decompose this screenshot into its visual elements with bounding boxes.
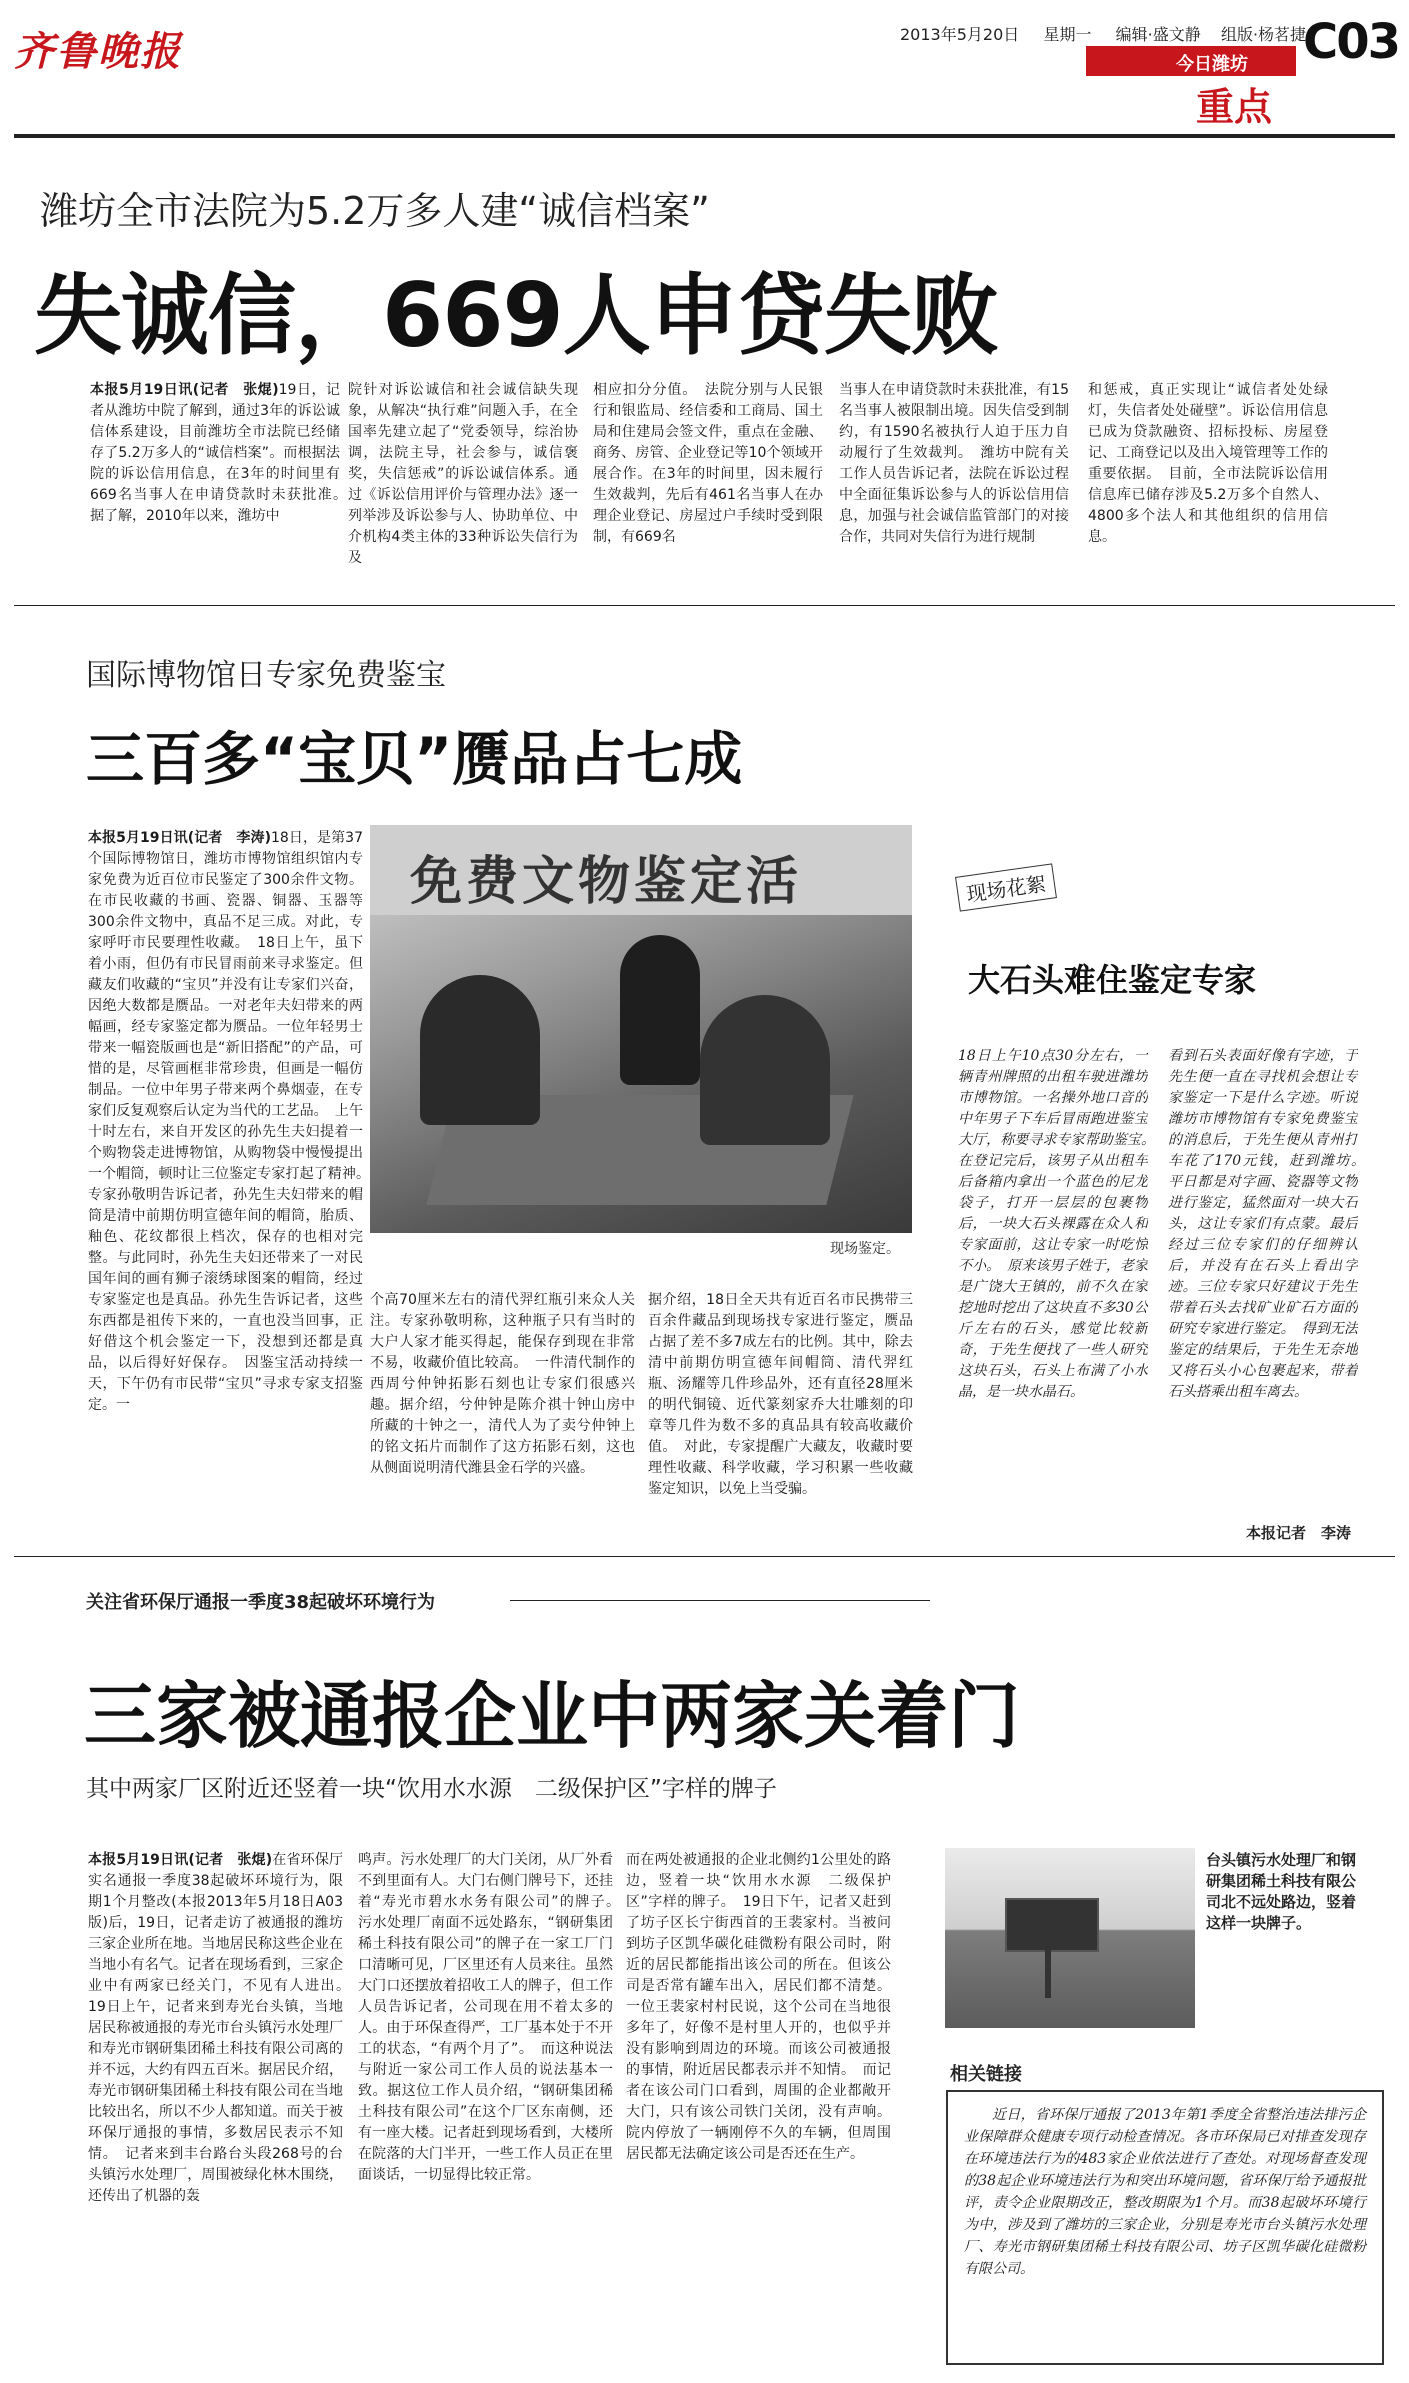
sign-post [1045, 1948, 1051, 1998]
story1-text-1: 19日，记者从潍坊中院了解到，通过3年的诉讼诚信体系建设，目前潍坊全市法院已经储存了5.2万多人的“诚信档案”。而根据法院的诉讼信用信息，在3年的时间里有669名当事人在申请贷款时未获批准。 据了解，2010年以来，潍坊中 [90, 382, 340, 524]
story2-col-3 [648, 1290, 913, 1548]
story1-text-5: 和惩戒，真正实现让“诚信者处处绿灯，失信者处处碰壁”。诉讼信用信息已成为贷款融资、招标投标、房屋登记、工商登记以及出入境管理等工作的重要依据。 目前，全市法院诉讼信用信息库已储存涉及5.2万多个自然人、4800多个法人和其他组织的信用信息。 [1088, 382, 1328, 545]
related-box [946, 2090, 1384, 2365]
banner-text: 免费文物鉴定活 [410, 852, 803, 912]
section-banner [1086, 46, 1296, 76]
story2-divider [14, 1556, 1395, 1557]
logo-text: 齐鲁晚报 [14, 28, 182, 75]
story1-headline: 失诚信，669人申贷失败 [34, 264, 998, 367]
story2-text-1: 18日，是第37个国际博物馆日，潍坊市博物馆组织馆内专家免费为近百位市民鉴定了300余件文物。在市民收藏的书画、瓷器、铜器、玉器等300余件文物中，真品不足三成。对此，专家呼吁市民要理性收藏。 18日上午，虽下着小雨，但仍有市民冒雨前来寻求鉴定。但藏友们收藏的“宝贝”并没有让专家们兴奋，因绝大数都是赝品。一对老年夫妇带来的两幅画，经专家鉴定都为赝品。一位年轻男士带来一幅瓷版画也是“新旧搭配”的产品，可惜的是，尽管画框非常珍贵，但画是一幅仿制品。一位中年男子带来两个鼻烟壶，在专家们反复观察后认定为当代的工艺品。 上午十时左右，来自开发区的孙先生夫妇提着一个购物袋走进博物馆，从购物袋中慢慢提出一个帽筒，顿时让三位鉴定专家打起了精神。 专家孙敬明告诉记者，孙先生夫妇带来的帽筒是清中前期仿明宣德年间的帽筒，胎质、釉色、花纹都很上档次，保存的也相对完整。与此同时，孙先生夫妇还带来了一对民国年间的画有狮子滚绣球图案的帽筒，经过专家鉴定也是真品。孙先生告诉记者，这些东西都是祖传下来的，一直也没当回事，正好借这个机会鉴定一下，没想到还都是真品，以后得好好保存。 因鉴宝活动持续一天，下午仍有市民带“宝贝”寻求专家支招鉴定。一 [88, 830, 363, 1413]
story1-col-3 [593, 380, 823, 580]
sidebar-tag-text: 现场花絮 [964, 871, 1048, 907]
story1-text-2: 院针对诉讼诚信和社会诚信缺失现象，从解决“执行难”问题入手，在全国率先建立起了“党委领导，综治协调，法院主导，社会参与，诚信褒奖，失信惩戒”的诉讼诚信体系。通过《诉讼信用评价与管理办法》逐一列举涉及诉讼参与人、协助单位、中介机构4类主体的33种诉讼失信行为及 [348, 382, 578, 566]
story2-text-2: 个高70厘米左右的清代羿红瓶引来众人关注。专家孙敬明称，这种瓶子只有当时的大户人家才能买得起，能保存到现在非常不易，收藏价值比较高。 一件清代制作的西周兮仲钟拓影石刻也让专家们很感兴趣。据介绍，兮仲钟是陈介祺十钟山房中所藏的十钟之一，清代人为了卖兮仲钟上的铭文拓片而制作了这方拓影石刻，这也从侧面说明清代潍县金石学的兴盛。 [370, 1292, 635, 1476]
sign-photo-caption: 台头镇污水处理厂和钢研集团稀土科技有限公司北不远处路边，竖着这样一块牌子。 [1206, 1851, 1357, 1932]
story1-byline: 本报5月19日讯(记者 张焜) [90, 382, 279, 398]
appraisal-photo-caption: 现场鉴定。 [830, 1241, 900, 1257]
appraisal-banner [370, 825, 912, 915]
sidebar-tag [955, 863, 1057, 911]
category-label: 重点 [1196, 85, 1273, 129]
story2-byline: 本报5月19日讯(记者 李涛) [88, 830, 271, 846]
story3-text-3: 而在两处被通报的企业北侧约1公里处的路边，竖着一块“饮用水水源 二级保护区”字样的牌子。 19日下午，记者又赶到了坊子区长宁街西首的王裴家村。当被问到坊子区凯华碳化硅微粉有限公司时，附近的居民都能指出该公司的所在。但该公司是否常有罐车出入，居民们都不清楚。一位王裴家村村民说，这个公司在当地很多年了，好像不是村里人开的，也似乎并没有影响到周边的环境。而该公司被通报的事情，附近居民都表示并不知情。 而记者在该公司门口看到，周围的企业都敞开大门，只有该公司铁门关闭，没有声响。院内停放了一辆刚停不久的车辆，但周围居民都无法确定该公司是否还在生产。 [626, 1852, 891, 2162]
story3-col-3 [626, 1850, 891, 2340]
sidebar-col-1 [958, 1046, 1148, 1546]
sidebar-title: 大石头难住鉴定专家 [968, 961, 1257, 999]
sidebar-col-2 [1168, 1046, 1358, 1516]
masthead-rule [14, 134, 1395, 138]
related-text: 近日，省环保厅通报了2013年第1季度全省整治违法排污企业保障群众健康专项行动检查情况。各市环保局已对排查发现存在环境违法行为的483家企业依法进行了查处。对现场督查发现的38起企业环境违法行为和突出环境问题，省环保厅给予通报批评，责令企业限期改正，整改期限为1个月。而38起破坏环境行为中，涉及到了潍坊的三家企业，分别是寿光市台头镇污水处理厂、寿光市钢研集团稀土科技有限公司、坊子区凯华碳化硅微粉有限公司。 [964, 2107, 1366, 2277]
story1-col-5 [1088, 380, 1328, 580]
story1-kicker: 潍坊全市法院为5.2万多人建“诚信档案” [40, 189, 710, 233]
masthead-info [900, 22, 1306, 45]
sidebar-text-1: 18日上午10点30分左右，一辆青州牌照的出租车驶进潍坊市博物馆。一名操外地口音的中年男子下车后冒雨跑进鉴宝大厅，称要寻求专家帮助鉴宝。 在登记完后，该男子从出租车后备箱内拿出一个蓝色的尼龙袋子，打开一层层的包裹物后，一块大石头裸露在众人和专家面前，这让专家一时吃惊不小。 原来该男子姓于，老家是广饶大王镇的，前不久在家挖地时挖出了这块直不多30公斤左右的石头，感觉比较新奇，于先生便找了一些人研究这块石头，石头上布满了小水晶，是一块水晶石。 [958, 1048, 1148, 1400]
story2-kicker: 国际博物馆日专家免费鉴宝 [86, 658, 446, 693]
appraisal-photo [370, 825, 912, 1233]
story3-kicker: 关注省环保厅通报一季度38起破坏环境行为 [86, 1592, 436, 1613]
story1-col-1 [90, 380, 340, 580]
issue-date: 2013年5月20日 [900, 25, 1020, 44]
story3-byline: 本报5月19日讯(记者 张焜) [88, 1852, 273, 1868]
story2-headline: 三百多“宝贝”赝品占七成 [86, 725, 743, 793]
designer-credit: 组版·杨茗捷 [1220, 25, 1307, 44]
story2-text-3: 据介绍，18日全天共有近百名市民携带三百余件藏品到现场找专家进行鉴定，赝品占据了差不多7成左右的比例。其中，除去清中前期仿明宣德年间帽筒、清代羿红瓶、汤耀等几件珍品外，还有直径28厘米的明代铜镜、近代篆刻家乔大壮雕刻的印章等几件为数不多的真品具有较高收藏价值。 对此，专家提醒广大藏友，收藏时要理性收藏、科学收藏，学习积累一些收藏鉴定知识，以免上当受骗。 [648, 1292, 913, 1497]
newspaper-logo [14, 20, 182, 77]
expert-figure-1 [420, 975, 540, 1125]
story2-col-1 [88, 828, 363, 1548]
sidebar-text-2: 看到石头表面好像有字迹，于先生便一直在寻找机会想让专家鉴定一下是什么字迹。听说潍坊市博物馆有专家免费鉴宝的消息后，于先生便从青州打车花了170元钱，赶到潍坊。 平日都是对字画、瓷器等文物进行鉴定，猛然面对一块大石头，这让专家们有点蒙。最后经过三位专家们的仔细辨认后，并没有在石头上看出字迹。三位专家只好建议于先生带着石头去找矿业矿石方面的研究专家进行鉴定。 得到无法鉴定的结果后，于先生无奈地又将石头小心包裹起来，带着石头搭乘出租车离去。 [1168, 1048, 1358, 1400]
story1-text-4: 当事人在申请贷款时未获批准，有15名当事人被限制出境。因失信受到制约，有1590名被执行人迫于压力自动履行了生效裁判。 潍坊中院有关工作人员告诉记者，法院在诉讼过程中全面征集诉讼参与人的诉讼信用信息，加强与社会诚信监管部门的对接合作，共同对失信行为进行规制 [839, 382, 1069, 545]
sign-photo [945, 1848, 1195, 2028]
standing-figure [620, 935, 700, 1085]
story3-kicker-line [510, 1600, 930, 1601]
story3-text-2: 鸣声。污水处理厂的大门关闭，从厂外看不到里面有人。大门右侧门牌号下，还挂着“寿光市碧水水务有限公司”的牌子。 污水处理厂南面不远处路东，“钢研集团稀土科技有限公司”的牌子在一家工厂门口清晰可见，厂区里还有人员来往。虽然大门口还摆放着招收工人的牌子，但工作人员告诉记者，公司现在用不着太多的人。由于环保查得严，工厂基本处于不开工的状态，“有两个月了”。 而这种说法与附近一家公司工作人员的说法基本一致。据这位工作人员介绍，“钢研集团稀土科技有限公司”在这个厂区东南侧，还有一座大楼。记者赶到现场看到，大楼所在院落的大门半开，一些工作人员正在里面谈话，一切显得比较正常。 [358, 1852, 613, 2183]
expert-figure-2 [700, 995, 830, 1145]
story3-headline: 三家被通报企业中两家关着门 [84, 1674, 1021, 1758]
page-number: C03 [1303, 14, 1400, 70]
story1-divider [14, 605, 1395, 606]
story2-col-2 [370, 1290, 635, 1548]
sign-board [1005, 1898, 1099, 1952]
story3-col-1 [88, 1850, 343, 2340]
story1-col-2 [348, 380, 578, 580]
story3-subhead: 其中两家厂区附近还竖着一块“饮用水水源 二级保护区”字样的牌子 [86, 1776, 777, 1802]
section-name: 今日潍坊 [1176, 54, 1248, 75]
story3-col-2 [358, 1850, 613, 2340]
story1-col-4 [839, 380, 1069, 580]
issue-weekday: 星期一 [1043, 25, 1092, 44]
editor-credit: 编辑·盛文静 [1115, 25, 1201, 44]
story1-text-3: 相应扣分分值。 法院分别与人民银行和银监局、经信委和工商局、国土局和住建局会签文件，重点在金融、商务、房管、企业登记等10个领域开展合作。在3年的时间里，因未履行生效裁判，先后有461名当事人在办理企业登记、房屋过户手续时受到限制，有669名 [593, 382, 823, 545]
story3-text-1: 在省环保厅实名通报一季度38起破坏环境行为，限期1个月整改(本报2013年5月18日A03版)后，19日，记者走访了被通报的潍坊三家企业所在地。当地居民称这些企业在当地小有名气。记者在现场看到，三家企业中有两家已经关门，不见有人进出。 19日上午，记者来到寿光台头镇，当地居民称被通报的寿光市台头镇污水处理厂和寿光市钢研集团稀土科技有限公司离的并不远，大约有四五百米。据居民介绍，寿光市钢研集团稀土科技有限公司在当地比较出名，所以不少人都知道。而关于被环保厅通报的事情，多数居民表示不知情。 记者来到丰台路台头段268号的台头镇污水处理厂，周围被绿化林木围绕，还传出了机器的轰 [88, 1852, 343, 2204]
sidebar-byline: 本报记者 李涛 [1246, 1524, 1352, 1542]
related-label: 相关链接 [950, 2064, 1022, 2085]
